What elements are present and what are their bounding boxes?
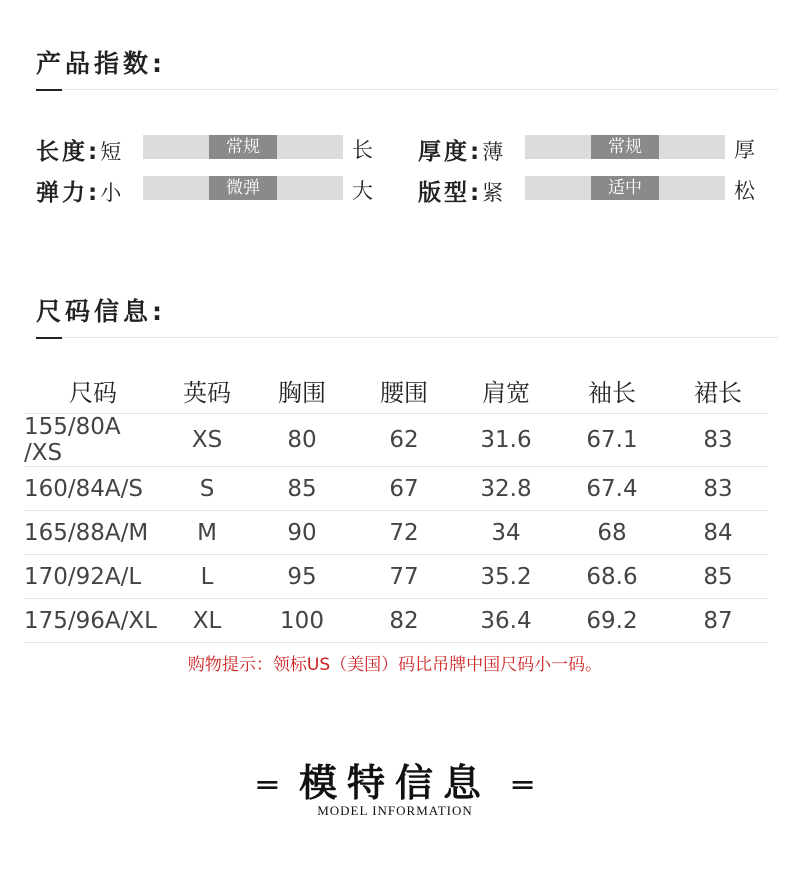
size-table-header xyxy=(24,368,768,414)
col-header-skirt-length: 裙长 xyxy=(668,368,768,414)
index-bar-fill-fit: 适中 xyxy=(591,176,659,200)
cell-shoulder: 32.8 xyxy=(456,467,556,511)
size-info-title: 尺码信息: xyxy=(36,297,166,326)
cell-us-size: M xyxy=(162,511,252,555)
cell-skirt-length: 87 xyxy=(668,599,768,643)
product-index-accent xyxy=(36,89,62,91)
cell-bust: 80 xyxy=(252,414,352,467)
cell-bust: 90 xyxy=(252,511,352,555)
col-header-waist: 腰围 xyxy=(352,368,456,414)
col-header-shoulder: 肩宽 xyxy=(456,368,556,414)
index-label-length: 长度:短 xyxy=(36,139,122,165)
model-info-title: 模特信息 xyxy=(298,761,491,805)
index-label-elasticity: 弹力:小 xyxy=(36,180,122,206)
cell-waist: 62 xyxy=(352,414,456,467)
equals-decoration-left: ═ xyxy=(257,766,277,804)
size-info-accent xyxy=(36,337,62,339)
index-bar-thickness xyxy=(525,135,725,159)
cell-waist: 72 xyxy=(352,511,456,555)
cell-sleeve: 69.2 xyxy=(556,599,668,643)
cell-bust: 85 xyxy=(252,467,352,511)
cell-skirt-length: 85 xyxy=(668,555,768,599)
index-bar-fill-length: 常规 xyxy=(209,135,277,159)
table-row xyxy=(24,599,768,643)
col-header-bust: 胸围 xyxy=(252,368,352,414)
table-row xyxy=(24,467,768,511)
table-row xyxy=(24,555,768,599)
cell-shoulder: 34 xyxy=(456,511,556,555)
cell-us-size: S xyxy=(162,467,252,511)
index-low-elasticity: 小 xyxy=(100,181,122,205)
table-row xyxy=(24,511,768,555)
product-index-title: 产品指数: xyxy=(36,49,166,78)
cell-skirt-length: 83 xyxy=(668,414,768,467)
cell-waist: 77 xyxy=(352,555,456,599)
index-low-length: 短 xyxy=(100,140,122,164)
index-bar-length xyxy=(143,135,343,159)
cell-shoulder: 31.6 xyxy=(456,414,556,467)
index-label-thickness: 厚度:薄 xyxy=(418,139,504,165)
model-info-heading xyxy=(0,752,790,807)
model-info-subtitle: MODEL INFORMATION xyxy=(317,803,473,818)
index-bar-fill-elasticity: 微弹 xyxy=(209,176,277,200)
cell-sleeve: 67.4 xyxy=(556,467,668,511)
equals-decoration-right: ═ xyxy=(513,766,533,804)
cell-us-size: L xyxy=(162,555,252,599)
col-header-size: 尺码 xyxy=(24,368,162,414)
index-bar-elasticity xyxy=(143,176,343,200)
cell-shoulder: 36.4 xyxy=(456,599,556,643)
product-index-divider xyxy=(36,89,778,90)
cell-us-size: XS xyxy=(162,414,252,467)
index-high-elasticity: 大 xyxy=(352,179,373,203)
index-high-thickness: 厚 xyxy=(734,138,755,162)
table-row xyxy=(24,414,768,467)
index-high-length: 长 xyxy=(352,138,373,162)
col-header-sleeve: 袖长 xyxy=(556,368,668,414)
cell-shoulder: 35.2 xyxy=(456,555,556,599)
index-low-thickness: 薄 xyxy=(482,140,504,164)
cell-skirt-length: 84 xyxy=(668,511,768,555)
cell-size: 160/84A/S xyxy=(24,467,162,511)
shopping-hint: 购物提示：领标US（美国）码比吊牌中国尺码小一码。 xyxy=(187,655,603,675)
index-bar-fit xyxy=(525,176,725,200)
cell-size: 155/80A /XS xyxy=(24,414,162,467)
col-header-us-size: 英码 xyxy=(162,368,252,414)
index-label-fit: 版型:紧 xyxy=(418,180,504,206)
cell-size: 175/96A/XL xyxy=(24,599,162,643)
cell-size: 165/88A/M xyxy=(24,511,162,555)
cell-size: 170/92A/L xyxy=(24,555,162,599)
size-info-divider xyxy=(36,337,778,338)
cell-us-size: XL xyxy=(162,599,252,643)
cell-waist: 67 xyxy=(352,467,456,511)
index-bar-fill-thickness: 常规 xyxy=(591,135,659,159)
cell-skirt-length: 83 xyxy=(668,467,768,511)
cell-sleeve: 68 xyxy=(556,511,668,555)
cell-waist: 82 xyxy=(352,599,456,643)
cell-sleeve: 67.1 xyxy=(556,414,668,467)
cell-bust: 100 xyxy=(252,599,352,643)
index-low-fit: 紧 xyxy=(482,181,504,205)
cell-bust: 95 xyxy=(252,555,352,599)
index-high-fit: 松 xyxy=(734,179,755,203)
cell-sleeve: 68.6 xyxy=(556,555,668,599)
size-table xyxy=(24,368,768,643)
